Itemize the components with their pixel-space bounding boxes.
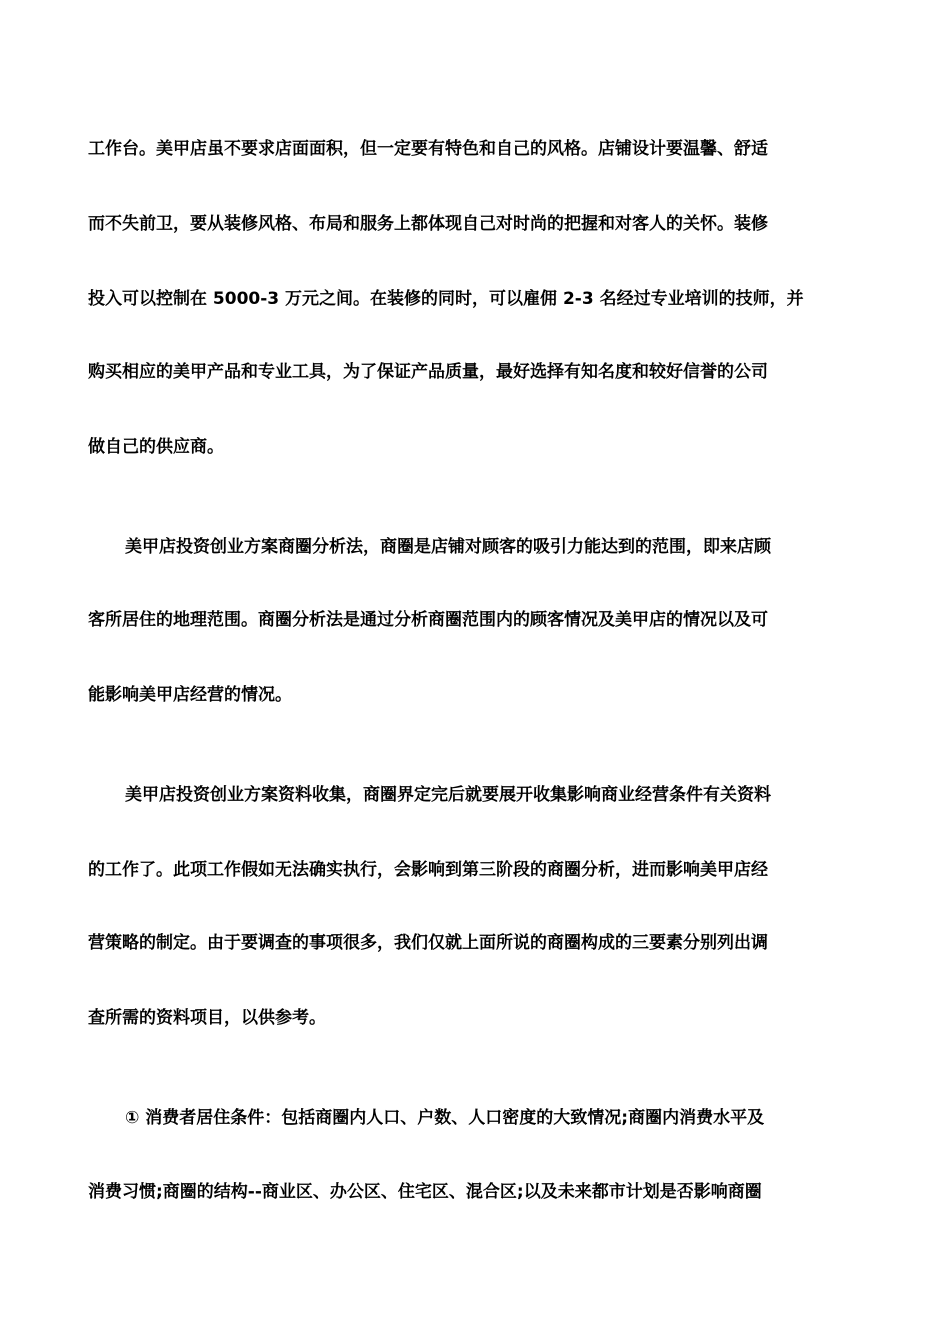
paragraph-line: 查所需的资料项目，以供参考。 xyxy=(88,1008,326,1028)
paragraph-line: 客所居住的地理范围。商圈分析法是通过分析商圈范围内的顾客情况及美甲店的情况以及可 xyxy=(88,610,768,630)
paragraph-line: 投入可以控制在 5000-3 万元之间。在装修的同时，可以雇佣 2-3 名经过专业培训的技师，并 xyxy=(88,289,804,309)
paragraph-line: 做自己的供应商。 xyxy=(88,437,224,457)
paragraph-line: 营策略的制定。由于要调查的事项很多，我们仅就上面所说的商圈构成的三要素分别列出调 xyxy=(88,933,768,953)
paragraph-line: 美甲店投资创业方案资料收集，商圈界定完后就要展开收集影响商业经营条件有关资料 xyxy=(125,785,771,805)
paragraph-line: 的工作了。此项工作假如无法确实执行，会影响到第三阶段的商圈分析，进而影响美甲店经 xyxy=(88,860,768,880)
paragraph-line: 美甲店投资创业方案商圈分析法，商圈是店铺对顾客的吸引力能达到的范围，即来店顾 xyxy=(125,537,771,557)
paragraph-line: 能影响美甲店经营的情况。 xyxy=(88,685,292,705)
paragraph-line: ① 消费者居住条件：包括商圈内人口、户数、人口密度的大致情况;商圈内消费水平及 xyxy=(125,1108,765,1128)
paragraph-line: 工作台。美甲店虽不要求店面面积，但一定要有特色和自己的风格。店铺设计要温馨、舒适 xyxy=(88,139,768,159)
paragraph-line: 消费习惯;商圈的结构--商业区、办公区、住宅区、混合区;以及未来都市计划是否影响商圈 xyxy=(88,1182,762,1202)
paragraph-line: 而不失前卫，要从装修风格、布局和服务上都体现自己对时尚的把握和对客人的关怀。装修 xyxy=(88,214,768,234)
paragraph-line: 购买相应的美甲产品和专业工具，为了保证产品质量，最好选择有知名度和较好信誉的公司 xyxy=(88,362,768,382)
